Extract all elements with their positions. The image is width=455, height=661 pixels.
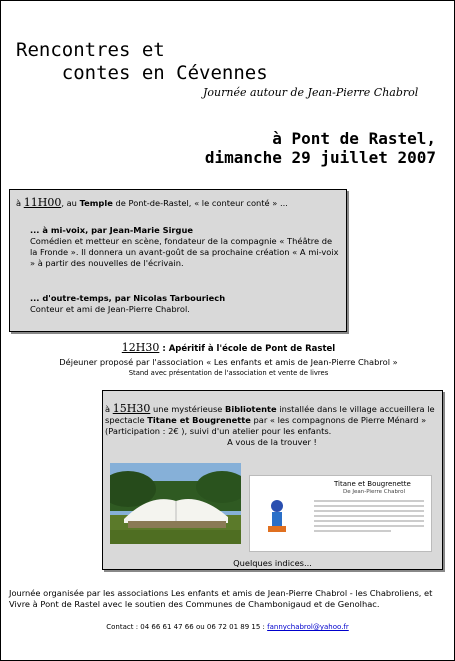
afternoon-call: A vous de la trouver ! bbox=[227, 437, 317, 447]
afternoon-text: à 15H30 une mystérieuse Bibliotente installée dans le village accueillera le spectacle Titane et Bougrenette par « les compagnons de Pierre Ménard » (Participation : 2€ ), suivi d'un atelier pour les enfants. A vous de la trouver ! bbox=[105, 403, 439, 448]
book-author: De Jean-Pierre Chabrol bbox=[343, 489, 405, 495]
midday-program bbox=[21, 341, 436, 379]
morning-program-box bbox=[9, 189, 347, 332]
book-cover bbox=[249, 475, 432, 552]
tent-photo bbox=[110, 463, 241, 544]
temple-label: Temple bbox=[79, 198, 113, 208]
book-illustration bbox=[266, 498, 288, 534]
hints-caption: Quelques indices... bbox=[233, 558, 312, 568]
organizers-note: Journée organisée par les associations Les enfants et amis de Jean-Pierre Chabrol - les Chabroliens, et Vivre à Pont de Rastel avec le soutien des Communes de Chambonigaud et de Genolhac. bbox=[9, 588, 433, 609]
bibliotente-label: Bibliotente bbox=[225, 404, 277, 414]
event-title bbox=[16, 39, 268, 85]
event-title-line1: Rencontres et bbox=[16, 39, 165, 61]
contact-email-link[interactable]: fannychabrol@yahoo.fr bbox=[267, 623, 349, 631]
event-subtitle: Journée autour de Jean-Pierre Chabrol bbox=[203, 86, 419, 99]
performer-sirgue-bio: Comédien et metteur en scène, fondateur de la compagnie « Théâtre de la Fronde ». Il donnera un avant-goût de sa prochaine création « A mi-voix » à partir des nouvelles de l'écrivain. bbox=[30, 236, 339, 268]
performer-tarbouriech-heading: ... d'outre-temps, par Nicolas Tarbouriech bbox=[30, 293, 226, 303]
midday-time: 12H30 bbox=[121, 341, 160, 354]
book-title: Titane et Bougrenette bbox=[334, 480, 411, 488]
morning-intro: à 11H00, au Temple de Pont-de-Rastel, « le conteur conté » ... bbox=[16, 196, 288, 209]
event-title-line2: contes en Cévennes bbox=[61, 62, 268, 84]
performer-tarbouriech-bio: Conteur et ami de Jean-Pierre Chabrol. bbox=[30, 304, 190, 314]
afternoon-program-box bbox=[102, 390, 443, 570]
morning-time: 11H00 bbox=[23, 196, 62, 209]
midday-stand: Stand avec présentation de l'association et vente de livres bbox=[128, 369, 329, 377]
midday-lunch: Déjeuner proposé par l'association « Les enfants et amis de Jean-Pierre Chabrol » bbox=[59, 357, 398, 367]
afternoon-time: 15H30 bbox=[112, 402, 151, 415]
performer-tarbouriech bbox=[30, 293, 340, 315]
event-place-date bbox=[205, 129, 436, 167]
event-place: à Pont de Rastel, bbox=[272, 129, 436, 148]
performer-sirgue-heading: ... à mi-voix, par Jean-Marie Sirgue bbox=[30, 225, 193, 235]
contact-line: Contact : 04 66 61 47 66 ou 06 72 01 89 15 : fannychabrol@yahoo.fr bbox=[106, 623, 349, 631]
show-title: Titane et Bougrenette bbox=[147, 415, 251, 425]
event-date: dimanche 29 juillet 2007 bbox=[204, 148, 436, 167]
performer-sirgue bbox=[30, 225, 340, 269]
midday-heading: : Apéritif à l'école de Pont de Rastel bbox=[159, 344, 336, 354]
book-blurb-lines bbox=[314, 500, 424, 535]
